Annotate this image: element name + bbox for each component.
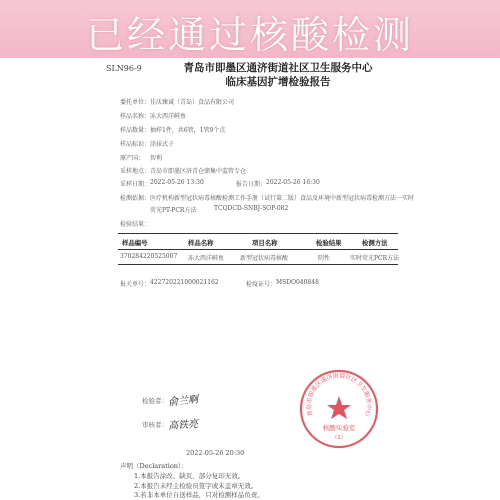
table-header-method: 检测方法 [362, 239, 388, 247]
table-top-rule [118, 233, 398, 234]
document-number: SLN96-9 [106, 64, 142, 73]
tester-signature: 俞兰啊 [167, 394, 199, 409]
table-cell-result: 阴性 [318, 255, 331, 262]
sample-tag-label: 样品标识： [120, 141, 151, 148]
table-bottom-rule [118, 264, 398, 265]
report-title: 临床基因扩增检验报告 [225, 76, 331, 88]
table-cell-id: 370284220525007 [120, 253, 178, 260]
stamp-lab-text: 核酸实验室 [322, 424, 356, 432]
table-header-item: 项目名称 [252, 239, 278, 247]
sampling-site-value: 青岛市即墨区济青仓储集中监管专仓 [150, 168, 247, 175]
stamp-graphic [298, 368, 380, 450]
customs-value: 422720221000021162 [150, 279, 219, 286]
basis-label: 检测依据： [120, 195, 151, 202]
declaration-item-1: 1.本报告涂改、缺页、部分复印无效。 [134, 472, 245, 480]
sample-name-label: 样品名称： [120, 113, 151, 120]
stamp-number-text: （1） [331, 435, 347, 441]
report-title-org: 青岛市即墨区通济街道社区卫生服务中心 [183, 62, 373, 74]
official-stamp [298, 368, 380, 450]
stamp-star-icon [327, 396, 351, 419]
basis-line-1: 医疗机构新型冠状病毒核酸检测工作手册（试行第二版）食品及环境中新型冠状病毒检测方法一实时 [150, 195, 415, 202]
customs-label: 报关单号： [120, 281, 151, 288]
table-cell-item: 新型冠状病毒核酸 [240, 255, 289, 262]
table-cell-method: 实时荧光PCR方法 [350, 255, 400, 262]
sample-name-value: 冻大西洋鲑鱼 [150, 113, 187, 120]
sample-qty-value: 抽样1件，共6管，1管9个点 [150, 127, 226, 134]
quarantine-label: 检疫证号： [246, 281, 277, 288]
table-cell-name: 冻大西洋鲑鱼 [188, 255, 225, 262]
table-header-rule [118, 249, 398, 250]
basis-line-3: TCQDCD-SNBJ-SOP-082 [214, 205, 289, 212]
banner-text: 已经通过核酸检测 [85, 13, 414, 57]
report-date-label: 报告日期： [236, 181, 267, 188]
table-header-id: 样品编号 [122, 239, 148, 247]
declaration-heading: 声明（Declaration）： [120, 462, 188, 470]
sample-tag-value: 涂抹式子 [150, 141, 175, 148]
client-label: 委托单位： [120, 99, 151, 106]
origin-value: 智利 [150, 155, 163, 162]
sampling-site-label: 采样地点： [120, 168, 151, 175]
conclusion-label: 检验结果： [120, 221, 151, 228]
reviewer-label: 审核者： [142, 421, 168, 429]
basis-line-2: 荧光PT-PCR方法 [150, 207, 197, 214]
reviewer-signature: 高铁亮 [167, 418, 199, 433]
declaration-item-2: 2.本报告未经主检验员签字或未盖章无效。 [134, 482, 258, 490]
declaration-item-3: 3.若非本单位自送样品，只对检测样品负责。 [134, 491, 264, 499]
table-header-result: 检验结果 [316, 239, 342, 247]
origin-label: 原产国： [120, 155, 145, 162]
sample-qty-label: 样品数量： [120, 127, 151, 134]
sampling-date-label: 采样日期： [120, 181, 151, 188]
sampling-date-value: 2022-05-26 13:30 [150, 179, 204, 186]
sign-date: 2022-05-26 20:30 [186, 449, 245, 457]
report-date-value: 2022-05-26 16:30 [266, 179, 320, 186]
table-header-name: 样品名称 [188, 239, 214, 247]
client-value: 佳沃臻诚（青岛）食品有限公司 [150, 99, 235, 106]
tester-label: 检验者： [142, 397, 168, 405]
stamp-org-text: 青岛市即墨区通济街道社区卫生服务中心 [305, 372, 373, 417]
quarantine-value: MSDO040848 [276, 279, 319, 286]
